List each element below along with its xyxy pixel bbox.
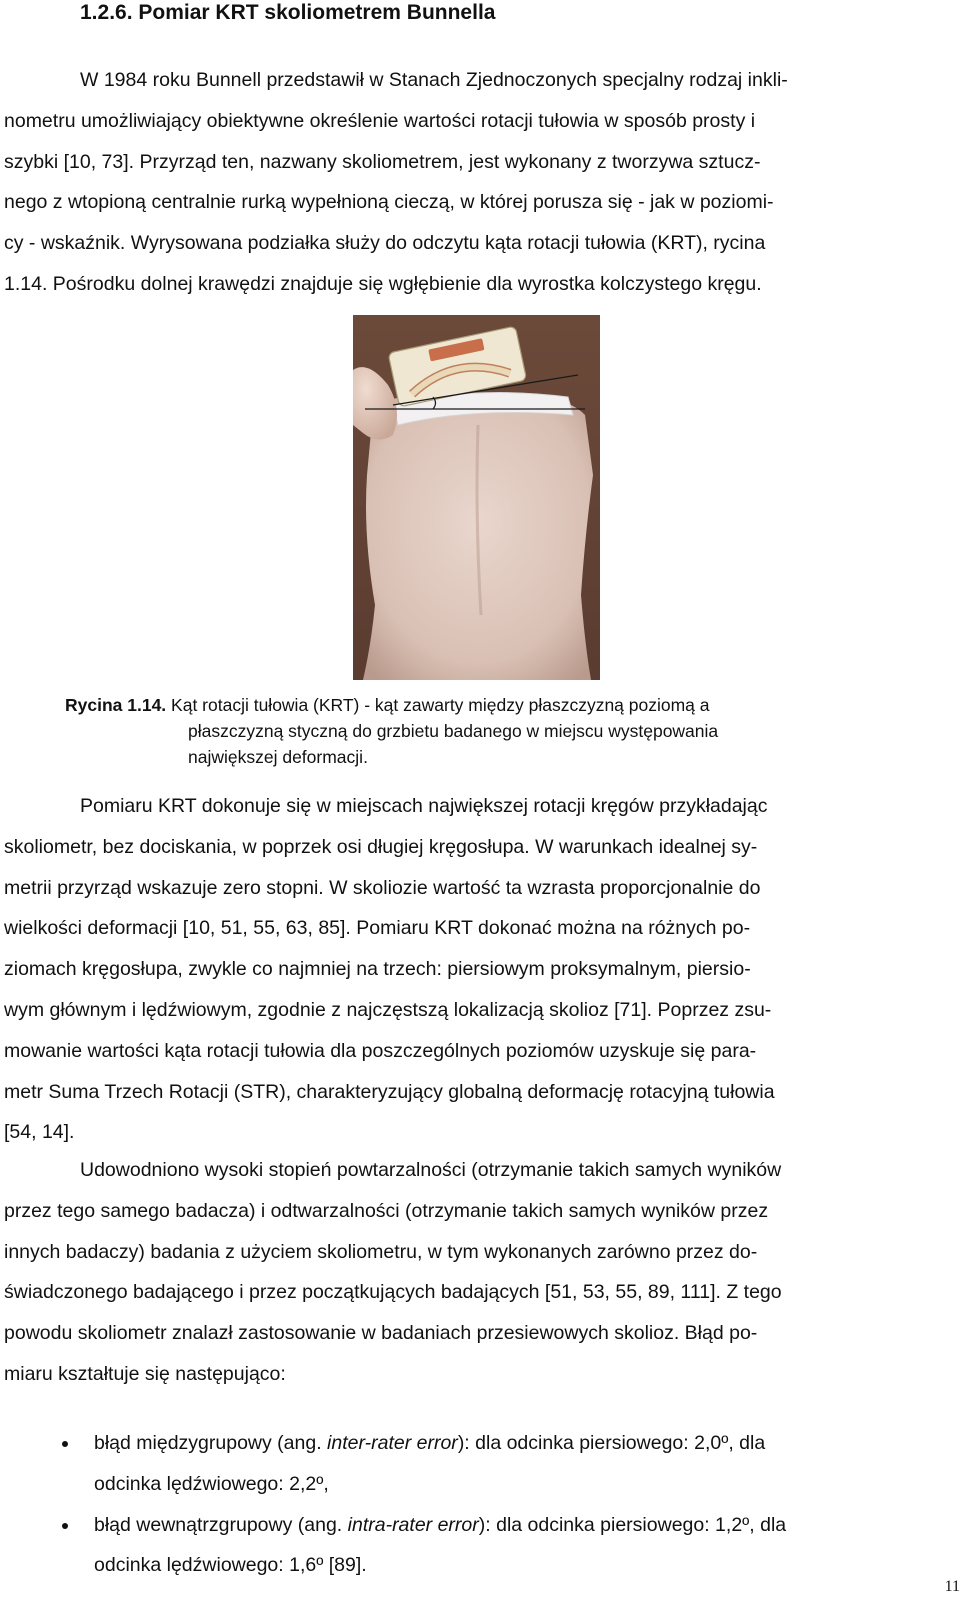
caption-text: Kąt rotacji tułowia (KRT) - kąt zawarty między płaszczyzną poziomą a <box>166 695 710 715</box>
caption-first-line <box>65 692 885 718</box>
scoliometer-photo-illustration <box>353 315 600 680</box>
list-item <box>4 1505 944 1587</box>
section-heading: 1.2.6. Pomiar KRT skoliometrem Bunnella <box>80 1 496 24</box>
caption-line: płaszczyzną styczną do grzbietu badanego w miejscu występowania <box>188 721 719 741</box>
bullet-term: inter-rater error <box>327 1432 458 1454</box>
text-line: odcinka lędźwiowego: 2,2º, <box>94 1472 329 1495</box>
text-line: mowanie wartości kąta rotacji tułowia dla poszczególnych poziomów uzyskuje się para- <box>4 1039 757 1062</box>
text-line: metrii przyrząd wskazuje zero stopni. W skoliozie wartość ta wzrasta proporcjonalnie do <box>4 876 761 899</box>
text-line: powodu skoliometr znalazł zastosowanie w badaniach przesiewowych skolioz. Błąd po- <box>4 1322 758 1345</box>
text-line: W 1984 roku Bunnell przedstawił w Stanach Zjednoczonych specjalny rodzaj inkli- <box>80 69 788 91</box>
figure-scoliometer-photo <box>353 315 600 680</box>
text-line: [54, 14]. <box>4 1121 75 1144</box>
paragraph-intro <box>4 60 944 305</box>
text-line: 1.14. Pośrodku dolnej krawędzi znajduje się wgłębienie dla wyrostka kolczystego kręgu. <box>4 272 762 295</box>
text-line: miaru kształtuje się następująco: <box>4 1362 286 1385</box>
text-line: szybki [10, 73]. Przyrząd ten, nazwany skoliometrem, jest wykonany z tworzywa sztucz- <box>4 150 761 173</box>
page-number: 11 <box>944 1578 960 1595</box>
bullet-text: ): dla odcinka piersiowego: 1,2º, dla <box>478 1513 787 1536</box>
text-line: wym głównym i lędźwiowym, zgodnie z najczęstszą lokalizacją skolioz [71]. Poprzez zsu- <box>4 998 772 1021</box>
text-line: przez tego samego badacza) i odtwarzalności (otrzymanie takich samych wyników przez <box>4 1199 769 1222</box>
text-line: cy - wskaźnik. Wyrysowana podziałka służy do odczytu kąta rotacji tułowia (KRT), rycina <box>4 232 766 255</box>
text-line: Pomiaru KRT dokonuje się w miejscach największej rotacji kręgów przykładając <box>80 795 768 817</box>
paragraph-measurement <box>4 786 944 1153</box>
text-line <box>94 1423 944 1464</box>
list-item <box>4 1423 944 1505</box>
caption-label: Rycina 1.14. <box>65 695 167 715</box>
figure-caption <box>65 692 885 770</box>
bullet-text: błąd wewnątrzgrupowy (ang. <box>94 1513 348 1536</box>
text-line: odcinka lędźwiowego: 1,6º [89]. <box>94 1554 367 1577</box>
bullet-icon <box>62 1441 68 1447</box>
text-line: Udowodniono wysoki stopień powtarzalności (otrzymanie takich samych wyników <box>80 1159 782 1181</box>
bullet-text: ): dla odcinka piersiowego: 2,0º, dla <box>457 1432 766 1454</box>
bullet-icon <box>62 1523 68 1529</box>
bullet-term: intra-rater error <box>347 1513 479 1536</box>
text-line: metr Suma Trzech Rotacji (STR), charakteryzujący globalną deformację rotacyjną tułowia <box>4 1080 775 1103</box>
text-line: skoliometr, bez dociskania, w poprzek osi długiej kręgosłupa. W warunkach idealnej sy- <box>4 835 758 858</box>
text-line: ziomach kręgosłupa, zwykle co najmniej na trzech: piersiowym proksymalnym, piersio- <box>4 958 751 981</box>
bullet-text: błąd międzygrupowy (ang. <box>94 1432 328 1454</box>
caption-line: największej deformacji. <box>188 747 368 767</box>
text-line: nego z wtopioną centralnie rurką wypełnioną cieczą, w której porusza się - jak w poziomi- <box>4 191 774 214</box>
paragraph-reliability <box>4 1150 944 1395</box>
error-list <box>4 1423 944 1586</box>
text-line: nometru umożliwiający obiektywne określenie wartości rotacji tułowia w sposób prosty i <box>4 109 756 132</box>
text-line: świadczonego badającego i przez początkujących badających [51, 53, 55, 89, 111]. Z tego <box>4 1281 782 1304</box>
text-line: innych badaczy) badania z użyciem skoliometru, w tym wykonanych zarówno przez do- <box>4 1240 758 1263</box>
text-line <box>94 1505 944 1546</box>
text-line: wielkości deformacji [10, 51, 55, 63, 85]. Pomiaru KRT dokonać można na różnych po- <box>4 917 751 940</box>
